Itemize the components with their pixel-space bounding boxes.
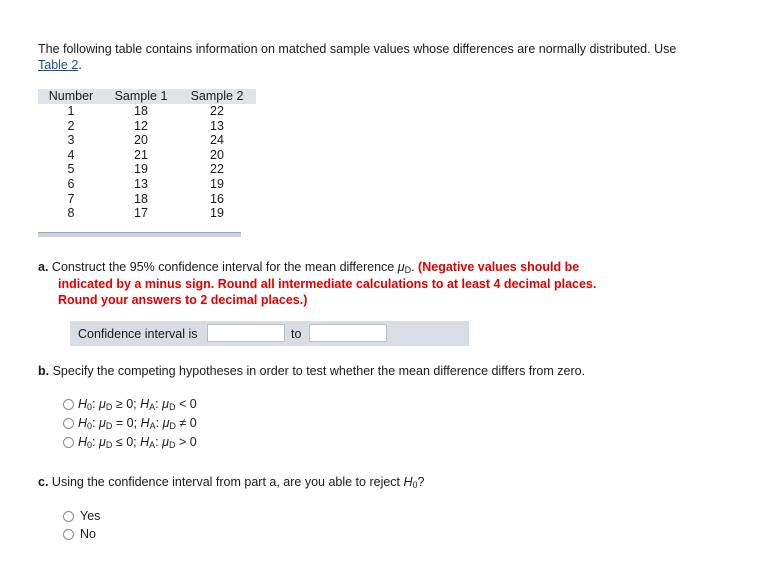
ha-relation: < 0: [178, 397, 197, 411]
part-c-text: Using the confidence interval from part a, are you able to reject: [51, 475, 404, 489]
ci-label: Confidence interval is: [78, 327, 198, 341]
table-row: [38, 192, 256, 207]
table-scrollbar: [38, 232, 241, 237]
table-row: [38, 119, 256, 134]
cell: 19: [210, 176, 224, 191]
h0-sub: 0: [87, 421, 93, 431]
h0-relation: ≥ 0;: [115, 397, 137, 411]
matched-sample-table: [38, 89, 256, 221]
cell: 22: [210, 162, 224, 177]
ha-sub: A: [149, 421, 156, 431]
ha-letter: H: [140, 397, 150, 411]
hypothesis-option-1[interactable]: [78, 397, 197, 414]
mu-sub: D: [168, 402, 176, 412]
intro-text: [38, 41, 678, 73]
cell: 12: [134, 118, 148, 133]
h0-letter: H: [78, 416, 88, 430]
colon: :: [92, 416, 96, 430]
cell: 17: [134, 206, 148, 221]
table-header-row: [38, 89, 256, 104]
cell: 1: [67, 104, 75, 118]
h0-sub: 0: [412, 480, 418, 490]
hypothesis-option-2-radio[interactable]: [63, 418, 74, 429]
h0-relation: = 0;: [115, 416, 138, 430]
ci-to-label: to: [291, 327, 302, 341]
colon: :: [92, 397, 96, 411]
mu-sub: D: [169, 421, 176, 431]
table-row: [38, 162, 256, 177]
cell: 13: [210, 118, 224, 133]
part-a-text: Construct the 95% confidence interval for the mean difference: [51, 260, 398, 274]
ha-letter: H: [140, 435, 150, 449]
question-mark: ?: [417, 475, 425, 489]
cell: 21: [134, 147, 148, 162]
cell: 13: [134, 176, 148, 191]
mu-sub: D: [168, 440, 176, 450]
h0-sub: 0: [87, 440, 93, 450]
ha-sub: A: [149, 440, 156, 450]
hypothesis-option-2[interactable]: [78, 416, 197, 433]
yes-radio[interactable]: [63, 511, 74, 522]
mu: μ: [162, 397, 169, 411]
mu-symbol: μ: [397, 260, 405, 274]
no-radio[interactable]: [63, 529, 74, 540]
part-b-text: Specify the competing hypotheses in order to test whether the mean difference differs from zero.: [52, 364, 586, 378]
h0-letter: H: [78, 397, 88, 411]
part-a-label: a.: [38, 260, 49, 274]
mu-sub: D: [105, 440, 113, 450]
cell: 6: [67, 176, 75, 191]
hypothesis-option-1-radio[interactable]: [63, 399, 74, 410]
cell: 16: [210, 191, 224, 206]
table-row: [38, 148, 256, 163]
ha-relation: ≠ 0: [179, 416, 197, 430]
table-row: [38, 206, 256, 221]
header-number: Number: [38, 89, 104, 104]
h0-relation: ≤ 0;: [115, 435, 137, 449]
table-row: [38, 177, 256, 192]
table-row: [38, 133, 256, 148]
ha-letter: H: [140, 416, 150, 430]
mu-sub: D: [105, 402, 113, 412]
header-sample-2: Sample 2: [178, 89, 256, 104]
h0-letter: H: [78, 435, 88, 449]
cell: 19: [210, 206, 224, 221]
cell: 22: [210, 104, 224, 118]
cell: 4: [67, 147, 75, 162]
table-2-link[interactable]: Table 2: [38, 58, 79, 72]
cell: 18: [134, 191, 148, 206]
cell: 7: [67, 191, 75, 206]
ci-lower-input[interactable]: [207, 324, 285, 342]
warning-line-2: indicated by a minus sign. Round all intermediate calculations to at least 4 decimal places.: [58, 277, 597, 291]
h0-sub: 0: [87, 402, 93, 412]
cell: 20: [210, 147, 224, 162]
part-c-question: [38, 474, 678, 493]
part-b-label: b.: [38, 364, 50, 378]
warning-line-3: Round your answers to 2 decimal places.): [58, 293, 308, 307]
colon: :: [92, 435, 96, 449]
mu: μ: [99, 397, 106, 411]
yes-label[interactable]: Yes: [80, 509, 101, 523]
hypothesis-option-3[interactable]: [78, 435, 197, 452]
cell: 2: [67, 118, 75, 133]
mu-sub: D: [105, 421, 113, 431]
cell: 8: [67, 206, 75, 221]
part-c-label: c.: [38, 475, 49, 489]
warning-line-1: (Negative values should be: [418, 260, 580, 274]
mu: μ: [162, 435, 169, 449]
colon: :: [155, 435, 159, 449]
part-a-period: .: [411, 260, 419, 274]
cell: 18: [134, 104, 148, 118]
h0-letter: H: [403, 475, 413, 489]
mu: μ: [162, 416, 170, 430]
intro-end: .: [78, 58, 82, 72]
header-sample-1: Sample 1: [104, 89, 178, 104]
mu: μ: [99, 416, 106, 430]
ci-upper-input[interactable]: [309, 324, 387, 342]
mu-sub: D: [404, 265, 412, 275]
hypothesis-option-3-radio[interactable]: [63, 437, 74, 448]
cell: 20: [134, 133, 148, 148]
table-row: [38, 104, 256, 119]
ha-sub: A: [149, 402, 156, 412]
no-label[interactable]: No: [80, 527, 96, 541]
cell: 19: [134, 162, 148, 177]
ha-relation: > 0: [178, 435, 197, 449]
cell: 5: [67, 162, 75, 177]
cell: 24: [210, 133, 224, 148]
mu: μ: [99, 435, 106, 449]
part-b-question: [38, 363, 678, 379]
colon: :: [155, 416, 160, 430]
intro-body: The following table contains information on matched sample values whose differences are normally distributed. Use: [38, 42, 677, 56]
colon: :: [155, 397, 159, 411]
cell: 3: [67, 133, 75, 148]
